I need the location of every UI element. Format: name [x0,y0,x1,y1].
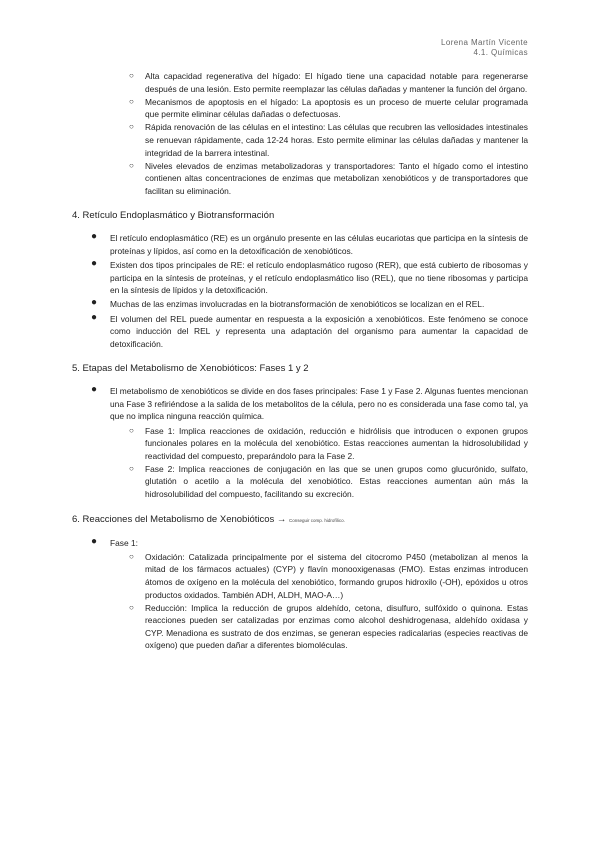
hollow-bullet-icon: ○ [129,96,134,106]
hollow-bullet-icon: ○ [129,463,134,473]
hollow-bullet-icon: ○ [129,160,134,170]
list-item: ○ Fase 2: Implica reacciones de conjugación en las que se unen grupos como glucurónido, sulfato, glutatión o acetilo a la molécula del xenobiótico. Estas reacciones aumentan aún más la hidrosolubilidad del compuesto, facilitando su excreción. [129,463,528,500]
list-item: ○ Oxidación: Catalizada principalmente por el sistema del citocromo P450 (metabolizan al menos la mitad de los fármacos actuales) (CYP) y flavín monooxigenasas (FMO). Estas enzimas introducen átomos de oxígeno en la molécula del xenobiótico, formando grupos hidroxilo (-OH), epóxidos u otros productos oxidados. También ADH, ALDH, MAO-A…) [129,551,528,600]
list-item: ● El metabolismo de xenobióticos se divide en dos fases principales: Fase 1 y Fase 2. Algunas fuentes mencionan una Fase 3 refiriéndose a la salida de los metabolitos de la célula, pero no es considerada una fase como tal, ya que no implica ninguna reacción química. [91,384,528,422]
hollow-bullet-icon: ○ [129,551,134,561]
list-item: ● Fase 1: [91,535,138,548]
list-item: ● Muchas de las enzimas involucradas en la biotransformación de xenobióticos se localizan en el REL. [91,297,485,310]
hollow-bullet-icon: ○ [129,71,134,80]
bullet-icon: ● [91,297,98,309]
section-heading: 5. Etapas del Metabolismo de Xenobióticos: Fases 1 y 2 [72,363,309,375]
list-item: ● El volumen del REL puede aumentar en respuesta a la exposición a xenobióticos. Este fenómeno se conoce como inducción del REL y representa una adaptación del organismo para aumentar la capacidad de detoxificación. [91,311,528,349]
list-item: ○ Fase 1: Implica reacciones de oxidación, reducción e hidrólisis que introducen o exponen grupos funcionales polares en la molécula del xenobiótico. Estas reacciones aumentan la hidrosolubilidad y reactividad del compuesto, preparándolo para la Fase 2. [129,425,528,461]
header-subtitle: 4.1. Químicas [473,48,528,57]
list-item: ● El retículo endoplasmático (RE) es un orgánulo presente en las células eucariotas que participa en la síntesis de proteínas y lípidos, así como en la detoxificación de xenobióticos. [91,231,528,257]
hollow-bullet-icon: ○ [129,425,134,435]
bullet-icon: ● [91,384,98,396]
arrow-icon: → [276,513,287,525]
page-header [441,38,528,58]
list-item: ○ Rápida renovación de las células en el intestino: Las células que recubren las vellosidades intestinales se renuevan rápidamente, cada 12-24 horas. Esto permite eliminar las células dañadas y mantener la integridad de la barrera intestinal. [129,122,528,158]
list-item: ○ Reducción: Implica la reducción de grupos aldehído, cetona, disulfuro, sulfóxido o quinona. Estas reacciones pueden ser catalizadas por enzimas como alcohol deshidrogenasa, aldehído oxidasa y CYP. Menadiona es sustrato de dos enzimas, se generan especies radicalarias (especies reactivas de oxígeno) que pueden dañar a diferentes biomoléculas. [129,602,528,651]
section-heading: 4. Retículo Endoplasmático y Biotransformación [72,210,275,222]
list-item: ○ Niveles elevados de enzimas metabolizadoras y transportadores: Tanto el hígado como el intestino contienen altas concentraciones de enzimas que metabolizan xenobióticos y de transportadores que facilitan su eliminación. [129,160,528,196]
hollow-bullet-icon: ○ [129,122,134,132]
handwritten-note: Conseguir comp. hidrofílico. [289,517,345,523]
document-content [0,70,600,652]
hollow-bullet-icon: ○ [129,602,134,612]
author-name: Lorena Martín Vicente [441,38,528,47]
list-item: ● Existen dos tipos principales de RE: el retículo endoplasmático rugoso (RER), que está cubierto de ribosomas y participa en la síntesis de proteínas, y el retículo endoplasmático liso (REL), que no tiene ribosomas y participa en la síntesis de lípidos y la detoxificación. [91,258,528,296]
section-heading [0,513,600,527]
bullet-icon: ● [91,231,98,243]
bullet-icon: ● [91,535,98,547]
bullet-icon: ● [91,258,98,270]
bullet-icon: ● [91,311,98,323]
list-item: ○ Alta capacidad regenerativa del hígado: El hígado tiene una capacidad notable para regenerarse después de una lesión. Esto permite reemplazar las células dañadas y mantener la función del órgano. [129,71,528,94]
list-item: ○ Mecanismos de apoptosis en el hígado: La apoptosis es un proceso de muerte celular programada que permite eliminar células dañadas o defectuosas. [129,96,528,120]
section-title: 6. Reacciones del Metabolismo de Xenobióticos [72,513,275,525]
